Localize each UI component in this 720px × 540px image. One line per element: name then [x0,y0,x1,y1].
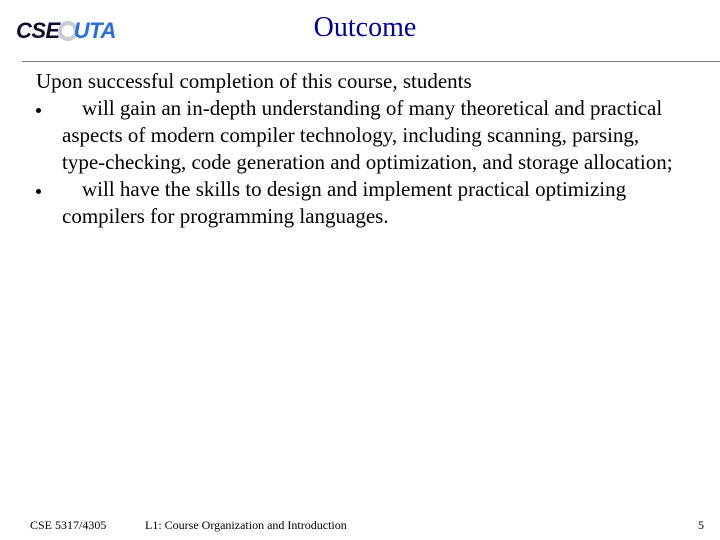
logo-text [16,16,116,46]
footer-page-number: 5 [698,518,704,532]
outcome-list [36,95,676,230]
list-item [36,176,676,230]
slide-body [36,68,676,230]
bullet-dot-icon [36,189,41,194]
cse-uta-logo [16,16,116,46]
footer-lecture: L1: Course Organization and Introduction [145,518,347,532]
list-item-text: will have the skills to design and implement practical optimizing compilers for programming languages. [62,177,627,228]
bullet-dot-icon [36,108,41,113]
list-item-text: will gain an in-depth understanding of many theoretical and practical aspects of modern compiler technology, including scanning, parsing, type-checking, code generation and optimization, and storage allocation; [62,96,673,174]
footer-course: CSE 5317/4305 [30,518,107,532]
slide-title: Outcome [313,12,417,43]
header-divider [22,61,720,62]
logo-cse: CSE [16,18,60,43]
intro-text: Upon successful completion of this course, students [36,69,472,93]
logo-uta: UTA [73,18,116,43]
list-item [36,95,676,176]
